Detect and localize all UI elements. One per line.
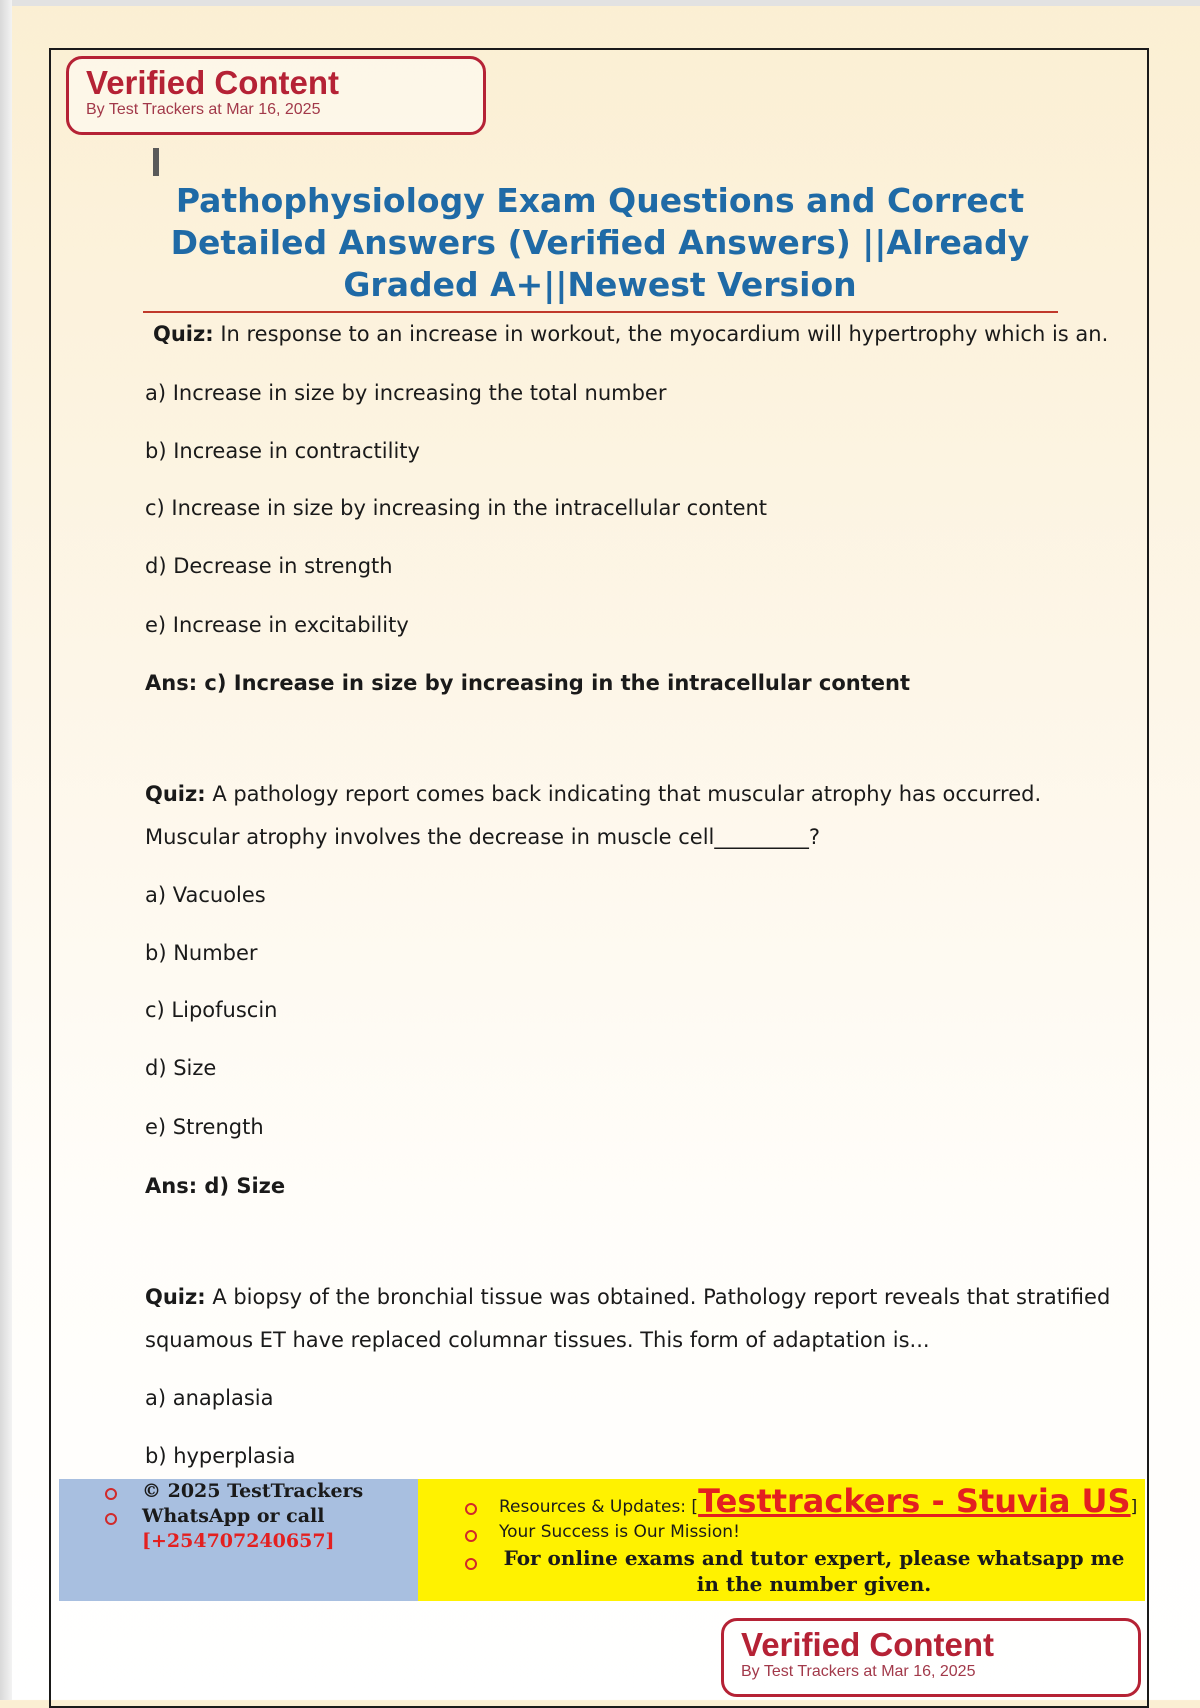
quiz-answer: Ans: d) Size bbox=[145, 1174, 286, 1198]
title-line: Detailed Answers (Verified Answers) ||Already bbox=[170, 223, 1030, 262]
left-page-shadow bbox=[0, 0, 12, 1700]
quiz-question bbox=[145, 780, 1041, 808]
document-title bbox=[140, 180, 1060, 306]
footer-promo-line: For online exams and tutor expert, please whatsapp me bbox=[503, 1546, 1125, 1570]
bullet-icon bbox=[105, 1488, 117, 1500]
title-divider bbox=[143, 311, 1058, 313]
quiz-option: a) Vacuoles bbox=[145, 883, 266, 907]
footer-contact-panel bbox=[59, 1479, 418, 1601]
quiz-question bbox=[153, 320, 1108, 348]
quiz-option: b) Increase in contractility bbox=[145, 439, 420, 463]
quiz-question-text: squamous ET have replaced columnar tissues. This form of adaptation is... bbox=[145, 1328, 930, 1352]
bullet-icon bbox=[465, 1530, 477, 1542]
quiz-question-text: A biopsy of the bronchial tissue was obtained. Pathology report reveals that stratified bbox=[212, 1285, 1111, 1309]
resources-bracket: ] bbox=[1130, 1497, 1138, 1517]
quiz-question bbox=[145, 1283, 1110, 1311]
quiz-label: Quiz: bbox=[145, 1285, 206, 1309]
text-cursor-icon bbox=[153, 148, 159, 176]
quiz-option: c) Increase in size by increasing in the intracellular content bbox=[145, 496, 768, 520]
quiz-option: d) Decrease in strength bbox=[145, 554, 393, 578]
verified-stamp-bottom bbox=[721, 1618, 1141, 1697]
title-line: Graded A+||Newest Version bbox=[343, 265, 857, 304]
footer-contact-label: WhatsApp or call bbox=[142, 1505, 325, 1527]
bullet-icon bbox=[105, 1513, 117, 1525]
quiz-option: a) anaplasia bbox=[145, 1386, 274, 1410]
verified-stamp-top bbox=[66, 56, 486, 135]
footer-copyright: © 2025 TestTrackers bbox=[142, 1480, 364, 1502]
stamp-title: Verified Content bbox=[741, 1626, 995, 1663]
quiz-option: a) Increase in size by increasing the total number bbox=[145, 381, 667, 405]
stamp-subtitle: By Test Trackers at Mar 16, 2025 bbox=[86, 101, 321, 118]
quiz-option: e) Increase in excitability bbox=[145, 613, 409, 637]
title-line: Pathophysiology Exam Questions and Correct bbox=[175, 181, 1025, 220]
quiz-option: b) Number bbox=[145, 941, 258, 965]
stuvia-link[interactable]: Testtrackers - Stuvia US bbox=[698, 1482, 1131, 1520]
quiz-option: b) hyperplasia bbox=[145, 1444, 296, 1468]
quiz-option: d) Size bbox=[145, 1056, 217, 1080]
quiz-label: Quiz: bbox=[145, 782, 206, 806]
bullet-icon bbox=[465, 1503, 477, 1515]
footer-resources bbox=[499, 1482, 1137, 1520]
footer-promo-line: in the number given. bbox=[696, 1572, 932, 1596]
quiz-option: e) Strength bbox=[145, 1115, 264, 1139]
top-shadow bbox=[0, 0, 1200, 6]
stamp-title: Verified Content bbox=[86, 64, 340, 101]
quiz-question-text: Muscular atrophy involves the decrease in muscle cell_________? bbox=[145, 825, 821, 849]
footer-promo-panel bbox=[418, 1479, 1145, 1601]
quiz-answer: Ans: c) Increase in size by increasing in the intracellular content bbox=[145, 671, 911, 695]
quiz-question-text: A pathology report comes back indicating that muscular atrophy has occurred. bbox=[212, 782, 1042, 806]
quiz-label: Quiz: bbox=[153, 322, 214, 346]
quiz-option: c) Lipofuscin bbox=[145, 998, 278, 1022]
resources-label: Resources & Updates: [ bbox=[499, 1497, 699, 1517]
footer-phone[interactable]: [+254707240657] bbox=[142, 1530, 335, 1552]
bullet-icon bbox=[465, 1558, 477, 1570]
footer-mission: Your Success is Our Mission! bbox=[499, 1522, 740, 1542]
stamp-subtitle: By Test Trackers at Mar 16, 2025 bbox=[741, 1663, 976, 1680]
quiz-question-text: In response to an increase in workout, the myocardium will hypertrophy which is an. bbox=[220, 322, 1109, 346]
